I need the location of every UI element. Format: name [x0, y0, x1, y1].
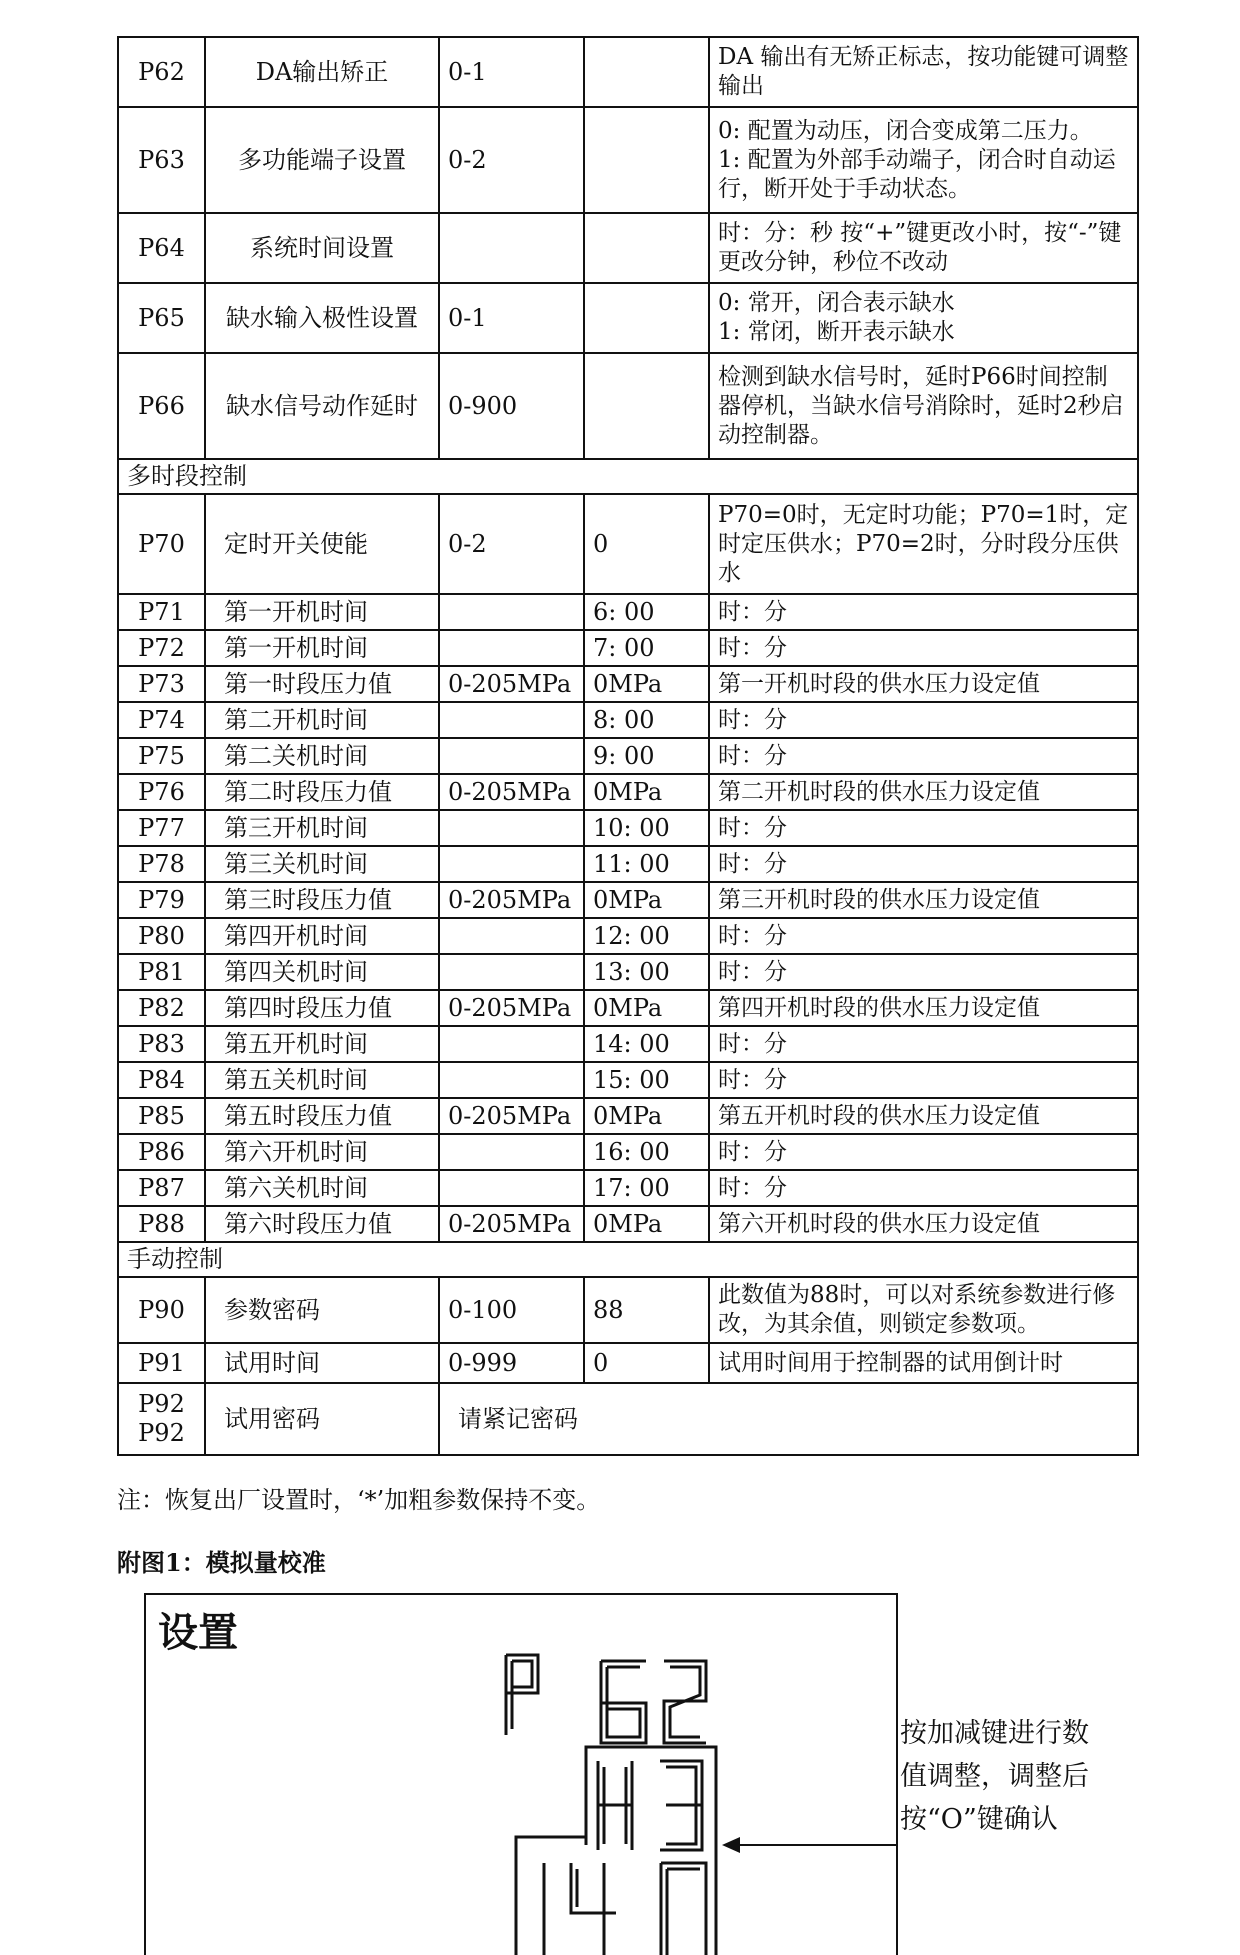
table-row [118, 918, 1138, 954]
cell-code: P64 [118, 213, 205, 283]
cell-code: P81 [118, 954, 205, 990]
cell-default [584, 37, 709, 107]
cell-name: 第三开机时间 [205, 810, 439, 846]
cell-desc: 时：分 [709, 1062, 1138, 1098]
lcd-panel [144, 1593, 898, 1955]
cell-desc: 时：分 [709, 738, 1138, 774]
table-row [118, 810, 1138, 846]
cell-default: 0MPa [584, 882, 709, 918]
cell-range: 0-900 [439, 353, 584, 459]
cell-default: 8: 00 [584, 702, 709, 738]
table-row [118, 213, 1138, 283]
cell-default: 0MPa [584, 1206, 709, 1242]
cell-code: P63 [118, 107, 205, 213]
cell-desc: 时：分 [709, 1170, 1138, 1206]
table-row [118, 107, 1138, 213]
cell-code: P87 [118, 1170, 205, 1206]
table-row [118, 1383, 1138, 1455]
cell-desc: 时：分 [709, 918, 1138, 954]
cell-range: 0-205MPa [439, 990, 584, 1026]
cell-default: 0 [584, 494, 709, 594]
table-row [118, 594, 1138, 630]
cell-range: 0-2 [439, 494, 584, 594]
cell-name: 系统时间设置 [205, 213, 439, 283]
cell-default: 7: 00 [584, 630, 709, 666]
cell-range: 0-205MPa [439, 1098, 584, 1134]
table-row [118, 882, 1138, 918]
cell-range [439, 954, 584, 990]
table-row [118, 666, 1138, 702]
cell-desc: 0: 常开，闭合表示缺水 1: 常闭，断开表示缺水 [709, 283, 1138, 353]
cell-desc: 此数值为88时，可以对系统参数进行修改，为其余值，则锁定参数项。 [709, 1277, 1138, 1343]
cell-name: 第二关机时间 [205, 738, 439, 774]
cell-code: P80 [118, 918, 205, 954]
cell-default: 0 [584, 1343, 709, 1383]
cell-name: 第五开机时间 [205, 1026, 439, 1062]
table-row [118, 1098, 1138, 1134]
cell-name: 缺水信号动作延时 [205, 353, 439, 459]
cell-default [584, 353, 709, 459]
cell-range: 0-2 [439, 107, 584, 213]
table-row [118, 846, 1138, 882]
table-row [118, 1170, 1138, 1206]
cell-default: 0MPa [584, 774, 709, 810]
cell-range: 0-205MPa [439, 882, 584, 918]
section-title: 多时段控制 [118, 459, 1138, 494]
cell-code: P71 [118, 594, 205, 630]
table-row [118, 1062, 1138, 1098]
cell-name: 第六时段压力值 [205, 1206, 439, 1242]
cell-code: P88 [118, 1206, 205, 1242]
cell-range [439, 594, 584, 630]
table-row [118, 353, 1138, 459]
cell-name: 第四开机时间 [205, 918, 439, 954]
cell-name: 多功能端子设置 [205, 107, 439, 213]
cell-code: P62 [118, 37, 205, 107]
table-row [118, 1134, 1138, 1170]
cell-name: 第六开机时间 [205, 1134, 439, 1170]
cell-desc: P70=0时，无定时功能；P70=1时，定时定压供水；P70=2时，分时段分压供水 [709, 494, 1138, 594]
figure-title: 附图1：模拟量校准 [117, 1548, 326, 1577]
cell-name: DA输出矫正 [205, 37, 439, 107]
cell-name: 第一开机时间 [205, 594, 439, 630]
cell-code: P72 [118, 630, 205, 666]
cell-code: P76 [118, 774, 205, 810]
cell-range [439, 810, 584, 846]
cell-default: 15: 00 [584, 1062, 709, 1098]
table-note: 注：恢复出厂设置时，‘*’加粗参数保持不变。 [117, 1486, 601, 1514]
cell-desc: 时：分 [709, 594, 1138, 630]
cell-default [584, 107, 709, 213]
cell-default: 88 [584, 1277, 709, 1343]
cell-name: 第四关机时间 [205, 954, 439, 990]
table-row [118, 774, 1138, 810]
cell-desc: 时：分：秒 按“+”键更改小时，按“-”键更改分钟，秒位不改动 [709, 213, 1138, 283]
cell-name: 缺水输入极性设置 [205, 283, 439, 353]
cell-name: 试用时间 [205, 1343, 439, 1383]
cell-range [439, 1134, 584, 1170]
cell-name: 第六关机时间 [205, 1170, 439, 1206]
cell-default: 0MPa [584, 666, 709, 702]
cell-range: 0-205MPa [439, 666, 584, 702]
cell-range [439, 702, 584, 738]
cell-default: 11: 00 [584, 846, 709, 882]
cell-code: P66 [118, 353, 205, 459]
cell-desc: 时：分 [709, 630, 1138, 666]
table-row [118, 1206, 1138, 1242]
cell-desc: 第六开机时段的供水压力设定值 [709, 1206, 1138, 1242]
cell-desc: 0: 配置为动压，闭合变成第二压力。 1: 配置为外部手动端子，闭合时自动运行，断开处于手动状态。 [709, 107, 1138, 213]
cell-desc: 时：分 [709, 810, 1138, 846]
cell-range [439, 738, 584, 774]
cell-default: 10: 00 [584, 810, 709, 846]
cell-default [584, 213, 709, 283]
cell-code: P85 [118, 1098, 205, 1134]
cell-desc: 检测到缺水信号时，延时P66时间控制器停机，当缺水信号消除时，延时2秒启动控制器。 [709, 353, 1138, 459]
cell-name: 参数密码 [205, 1277, 439, 1343]
table-row [118, 1343, 1138, 1383]
parameter-table [117, 36, 1139, 1456]
cell-default: 0MPa [584, 990, 709, 1026]
cell-name: 第二时段压力值 [205, 774, 439, 810]
cell-code: P74 [118, 702, 205, 738]
cell-default: 17: 00 [584, 1170, 709, 1206]
cell-range: 0-999 [439, 1343, 584, 1383]
cell-range [439, 213, 584, 283]
cell-name: 第三时段压力值 [205, 882, 439, 918]
cell-desc: DA 输出有无矫正标志，按功能键可调整输出 [709, 37, 1138, 107]
cell-desc: 时：分 [709, 702, 1138, 738]
adjust-hint: 按加减键进行数 值调整，调整后 按“O”键确认 [900, 1718, 1089, 1835]
cell-range [439, 918, 584, 954]
cell-range: 0-205MPa [439, 774, 584, 810]
cell-name: 定时开关使能 [205, 494, 439, 594]
cell-code: P79 [118, 882, 205, 918]
lcd-display [146, 1595, 896, 1955]
cell-name: 试用密码 [205, 1383, 439, 1455]
table-row [118, 283, 1138, 353]
cell-desc: 第三开机时段的供水压力设定值 [709, 882, 1138, 918]
table-row [118, 990, 1138, 1026]
cell-note: 请紧记密码 [439, 1383, 1138, 1455]
cell-name: 第五关机时间 [205, 1062, 439, 1098]
cell-code: P65 [118, 283, 205, 353]
cell-range: 0-1 [439, 37, 584, 107]
table-row [118, 954, 1138, 990]
cell-code: P86 [118, 1134, 205, 1170]
cell-code: P77 [118, 810, 205, 846]
section-row [118, 1242, 1138, 1277]
cell-desc: 第一开机时段的供水压力设定值 [709, 666, 1138, 702]
cell-code: P75 [118, 738, 205, 774]
cell-default [584, 283, 709, 353]
cell-desc: 第二开机时段的供水压力设定值 [709, 774, 1138, 810]
cell-code: P70 [118, 494, 205, 594]
cell-name: 第五时段压力值 [205, 1098, 439, 1134]
cell-range: 0-100 [439, 1277, 584, 1343]
cell-code: P90 [118, 1277, 205, 1343]
cell-desc: 第五开机时段的供水压力设定值 [709, 1098, 1138, 1134]
cell-code: P91 [118, 1343, 205, 1383]
panel-title: 设置 [158, 1609, 238, 1656]
cell-range [439, 630, 584, 666]
cell-range [439, 846, 584, 882]
cell-desc: 时：分 [709, 846, 1138, 882]
cell-name: 第一时段压力值 [205, 666, 439, 702]
cell-range [439, 1026, 584, 1062]
cell-desc: 第四开机时段的供水压力设定值 [709, 990, 1138, 1026]
cell-desc: 时：分 [709, 954, 1138, 990]
cell-default: 12: 00 [584, 918, 709, 954]
cell-default: 0MPa [584, 1098, 709, 1134]
cell-default: 16: 00 [584, 1134, 709, 1170]
cell-desc: 试用时间用于控制器的试用倒计时 [709, 1343, 1138, 1383]
table-row [118, 630, 1138, 666]
cell-default: 9: 00 [584, 738, 709, 774]
cell-default: 14: 00 [584, 1026, 709, 1062]
cell-default: 6: 00 [584, 594, 709, 630]
cell-desc: 时：分 [709, 1134, 1138, 1170]
cell-desc: 时：分 [709, 1026, 1138, 1062]
table-row [118, 37, 1138, 107]
cell-range [439, 1170, 584, 1206]
table-row [118, 738, 1138, 774]
section-title: 手动控制 [118, 1242, 1138, 1277]
cell-code: P82 [118, 990, 205, 1026]
table-row [118, 1026, 1138, 1062]
cell-code: P78 [118, 846, 205, 882]
cell-range [439, 1062, 584, 1098]
table-row [118, 1277, 1138, 1343]
cell-range: 0-1 [439, 283, 584, 353]
cell-code: P73 [118, 666, 205, 702]
cell-range: 0-205MPa [439, 1206, 584, 1242]
cell-name: 第四时段压力值 [205, 990, 439, 1026]
cell-code: P84 [118, 1062, 205, 1098]
table-row [118, 702, 1138, 738]
cell-default: 13: 00 [584, 954, 709, 990]
cell-code: P92 P92 [118, 1383, 205, 1455]
table-row [118, 494, 1138, 594]
cell-name: 第二开机时间 [205, 702, 439, 738]
cell-code: P83 [118, 1026, 205, 1062]
cell-name: 第三关机时间 [205, 846, 439, 882]
cell-name: 第一开机时间 [205, 630, 439, 666]
section-row [118, 459, 1138, 494]
